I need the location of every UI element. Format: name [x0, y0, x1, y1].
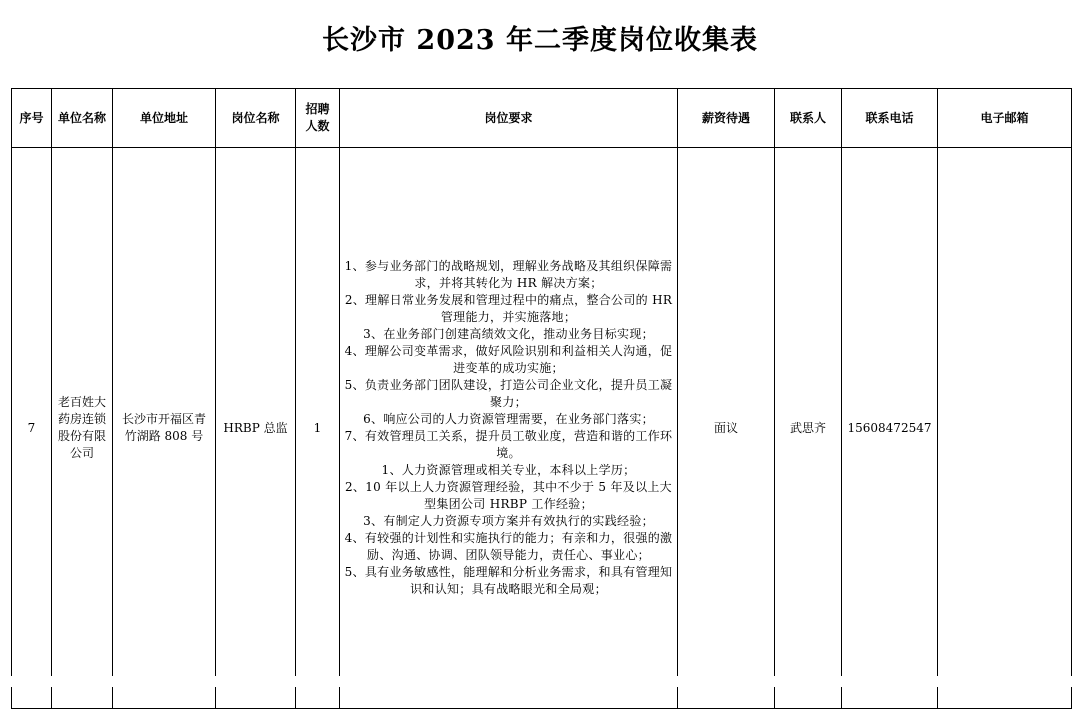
- page-bottom-edge: [0, 676, 1080, 687]
- cell-company: [52, 148, 113, 709]
- requirement-item: 5、具有业务敏感性，能理解和分析业务需求，和具有管理知识和认知；具有战略眼光和全局观；: [344, 565, 673, 596]
- header-address: 单位地址: [113, 89, 216, 148]
- cell-email: [938, 148, 1072, 709]
- cell-headcount: 1: [296, 148, 340, 709]
- header-requirements: 岗位要求: [340, 89, 678, 148]
- cell-contact: 武思齐: [775, 148, 842, 709]
- cell-address: [113, 148, 216, 709]
- cell-salary: 面议: [678, 148, 775, 709]
- header-phone: 联系电话: [842, 89, 938, 148]
- header-seq: 序号: [12, 89, 52, 148]
- requirement-item: 2、理解日常业务发展和管理过程中的痛点，整合公司的 HR 管理能力，并实施落地；: [344, 293, 673, 324]
- header-row: [12, 89, 1072, 148]
- header-email: 电子邮箱: [938, 89, 1072, 148]
- requirement-item: 4、有较强的计划性和实施执行的能力；有亲和力，很强的激励、沟通、协调、团队领导能力，责任心、事业心；: [344, 531, 673, 562]
- company-name: 老百姓大药房连锁股份有限公司: [57, 395, 106, 460]
- cell-position: HRBP 总监: [216, 148, 296, 709]
- requirement-item: 7、有效管理员工关系，提升员工敬业度，营造和谐的工作环境。: [344, 429, 673, 460]
- header-headcount-line1: 招聘: [305, 102, 330, 116]
- page-title: 长沙市 2023 年二季度岗位收集表: [322, 25, 758, 56]
- requirement-item: 1、人力资源管理或相关专业，本科以上学历；: [381, 463, 636, 477]
- requirement-item: 4、理解公司变革需求，做好风险识别和利益相关人沟通，促进变革的成功实施；: [344, 344, 673, 375]
- requirement-item: 6、响应公司的人力资源管理需要，在业务部门落实；: [363, 412, 654, 426]
- header-salary: 薪资待遇: [678, 89, 775, 148]
- requirement-item: 2、10 年以上人力资源管理经验，其中不少于 5 年及以上大型集团公司 HRBP 工作经验；: [345, 480, 672, 511]
- company-address: 长沙市开福区青竹湖路 808 号: [121, 412, 206, 443]
- cell-requirements: [340, 148, 678, 709]
- header-position: 岗位名称: [216, 89, 296, 148]
- requirement-item: 1、参与业务部门的战略规划，理解业务战略及其组织保障需求，并将其转化为 HR 解决方案；: [344, 259, 673, 290]
- cell-phone: 15608472547: [842, 148, 938, 709]
- table-row: [12, 148, 1072, 709]
- cell-seq: 7: [12, 148, 52, 709]
- header-company: 单位名称: [52, 89, 113, 148]
- job-table: [11, 88, 1072, 709]
- requirement-item: 3、有制定人力资源专项方案并有效执行的实践经验；: [363, 514, 654, 528]
- header-contact: 联系人: [775, 89, 842, 148]
- header-headcount-line2: 人数: [305, 119, 330, 133]
- header-headcount: [296, 89, 340, 148]
- requirement-item: 3、在业务部门创建高绩效文化，推动业务目标实现；: [363, 327, 654, 341]
- requirement-item: 5、负责业务部门团队建设，打造公司企业文化，提升员工凝聚力；: [344, 378, 673, 409]
